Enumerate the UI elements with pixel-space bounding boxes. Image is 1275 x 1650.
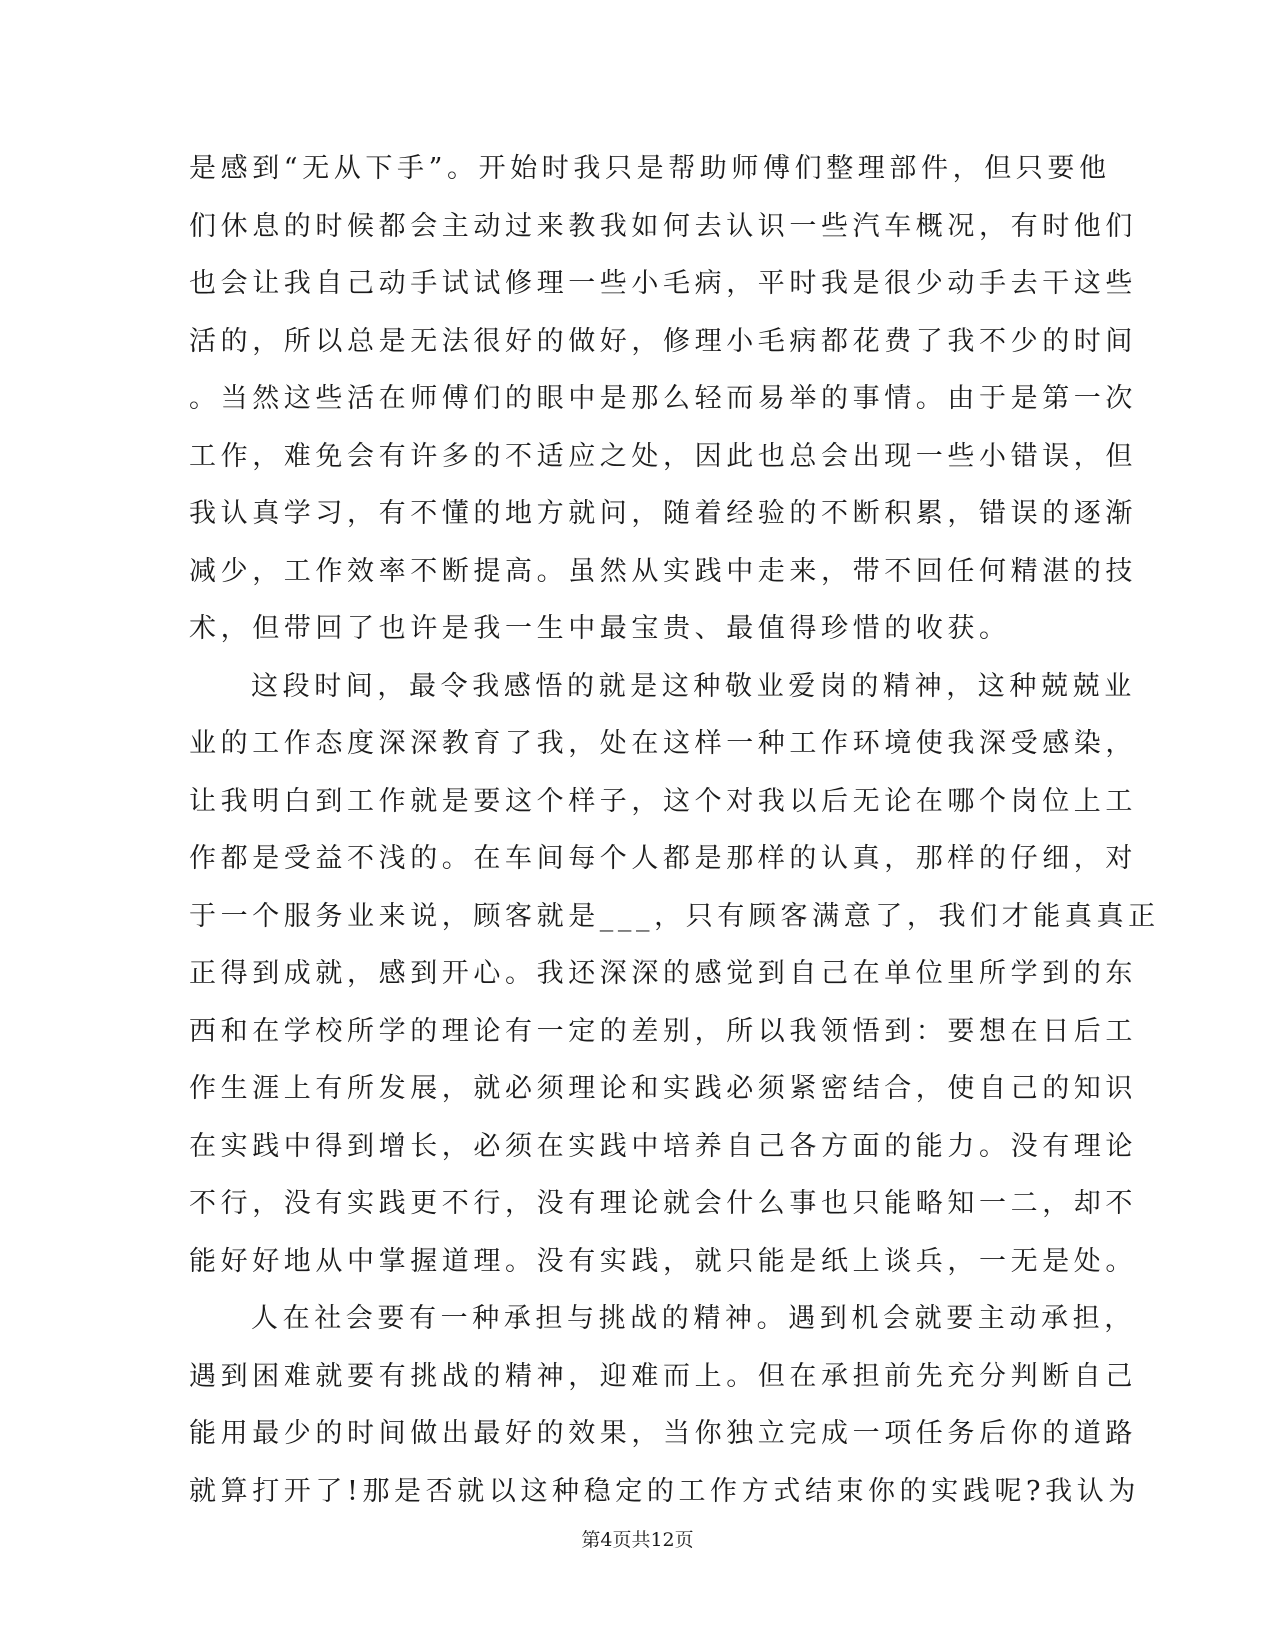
- text-line: 遇到困难就要有挑战的精神，迎难而上。但在承担前先充分判断自己: [189, 1360, 1137, 1392]
- text-line: 不行，没有实践更不行，没有理论就会什么事也只能略知一二，却不: [189, 1188, 1137, 1219]
- text-line: 是感到“无从下手”。开始时我只是帮助师傅们整理部件，但只要他: [189, 153, 1111, 184]
- paragraph-start-line: 这段时间，最令我感悟的就是这种敬业爱岗的精神，这种兢兢业: [251, 670, 1136, 702]
- text-line: 我认真学习，有不懂的地方就问，随着经验的不断积累，错误的逐渐: [189, 498, 1137, 529]
- text-line: 作生涯上有所发展，就必须理论和实践必须紧密结合，使自己的知识: [189, 1073, 1137, 1104]
- text-line: 能用最少的时间做出最好的效果，当你独立完成一项任务后你的道路: [189, 1418, 1137, 1449]
- text-line: 。当然这些活在师傅们的眼中是那么轻而易举的事情。由于是第一次: [189, 383, 1137, 414]
- text-line: 减少，工作效率不断提高。虽然从实践中走来，带不回任何精湛的技: [189, 555, 1137, 587]
- text-line: 术，但带回了也许是我一生中最宝贵、最值得珍惜的收获。: [189, 613, 1011, 644]
- text-line: 活的，所以总是无法很好的做好，修理小毛病都花费了我不少的时间: [189, 325, 1137, 357]
- text-line: 在实践中得到增长，必须在实践中培养自己各方面的能力。没有理论: [189, 1130, 1137, 1162]
- text-line: 于一个服务业来说，顾客就是___，只有顾客满意了，我们才能真真正: [189, 900, 1160, 932]
- text-line: 业的工作态度深深教育了我，处在这样一种工作环境使我深受感染，: [189, 728, 1137, 759]
- paragraph-start-line: 人在社会要有一种承担与挑战的精神。遇到机会就要主动承担，: [251, 1303, 1136, 1334]
- text-line: 让我明白到工作就是要这个样子，这个对我以后无论在哪个岗位上工: [189, 785, 1137, 817]
- text-line: 就算打开了!那是否就以这种稳定的工作方式结束你的实践呢?我认为: [189, 1475, 1140, 1507]
- body-text: [189, 140, 1160, 1520]
- text-line: 作都是受益不浅的。在车间每个人都是那样的认真，那样的仔细，对: [189, 843, 1137, 874]
- text-line: 正得到成就，感到开心。我还深深的感觉到自己在单位里所学到的东: [189, 958, 1137, 989]
- text-line: 们休息的时候都会主动过来教我如何去认识一些汽车概况，有时他们: [189, 210, 1137, 242]
- page-number-footer: 第4页共12页: [581, 1529, 694, 1551]
- text-line: 能好好地从中掌握道理。没有实践，就只能是纸上谈兵，一无是处。: [189, 1245, 1137, 1277]
- text-line: 工作，难免会有许多的不适应之处，因此也总会出现一些小错误，但: [189, 440, 1137, 472]
- text-line: 也会让我自己动手试试修理一些小毛病，平时我是很少动手去干这些: [189, 268, 1137, 299]
- text-line: 西和在学校所学的理论有一定的差别，所以我领悟到：要想在日后工: [189, 1015, 1137, 1047]
